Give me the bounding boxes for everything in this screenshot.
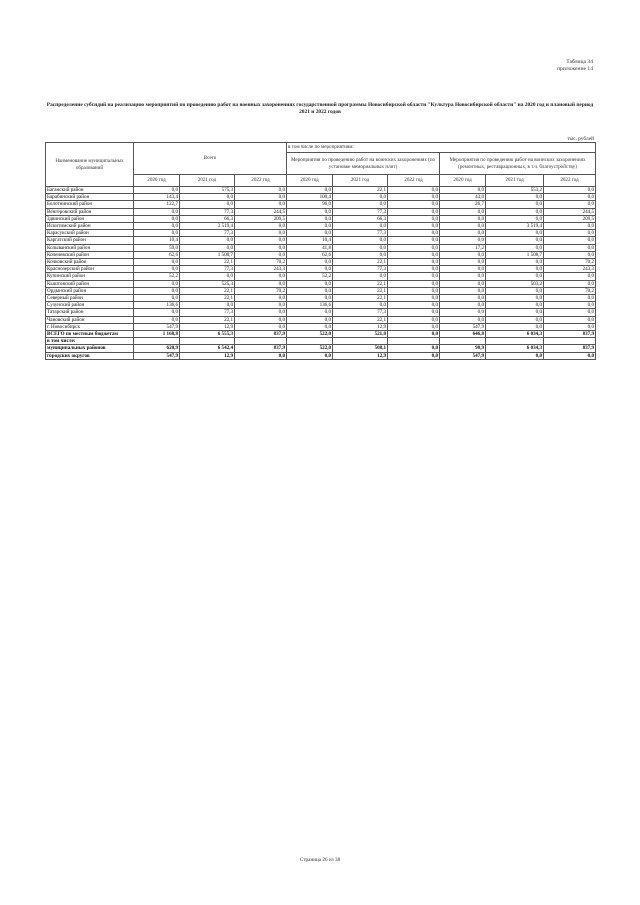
amount-cell: 0,0	[544, 316, 596, 323]
amount-cell: 0,0	[388, 345, 440, 352]
amount-cell: 0,0	[544, 223, 596, 230]
amount-cell: 0,0	[134, 280, 180, 287]
amount-cell: 547,9	[440, 323, 486, 330]
table-number: Таблица 34	[566, 59, 593, 65]
col-header-total: Всего	[134, 143, 287, 175]
amount-cell: 0,0	[235, 187, 287, 194]
amount-cell: 12,9	[333, 323, 388, 330]
amount-cell: 0,0	[544, 237, 596, 244]
amount-cell: 22,1	[180, 316, 235, 323]
amount-cell: 43,0	[440, 194, 486, 201]
amount-cell: 0,0	[440, 280, 486, 287]
empty-cell	[235, 338, 287, 345]
amount-cell: 547,9	[134, 352, 180, 359]
amount-cell: 837,9	[544, 331, 596, 338]
empty-cell	[486, 338, 544, 345]
amount-cell: 0,0	[486, 302, 544, 309]
amount-cell: 0,0	[235, 201, 287, 208]
year-header: 2022 год	[544, 175, 596, 187]
amount-cell: 0,0	[235, 352, 287, 359]
municipality-name: Татарский район	[46, 309, 134, 316]
appendix-number: приложение 14	[557, 66, 593, 72]
amount-cell: 77,3	[333, 208, 388, 215]
amount-cell: 0,0	[544, 251, 596, 258]
amount-cell: 3 519,4	[180, 223, 235, 230]
amount-cell: 0,0	[486, 215, 544, 222]
amount-cell: 0,0	[333, 251, 388, 258]
amount-cell: 6 034,3	[486, 331, 544, 338]
amount-cell: 0,0	[440, 287, 486, 294]
amount-cell: 0,0	[388, 295, 440, 302]
table-row	[46, 223, 596, 230]
amount-cell: 0,0	[486, 201, 544, 208]
amount-cell: 66,3	[180, 215, 235, 222]
amount-cell: 1 508,7	[486, 251, 544, 258]
amount-cell: 0,0	[235, 302, 287, 309]
amount-cell: 547,9	[440, 352, 486, 359]
municipality-name: Северный район	[46, 295, 134, 302]
amount-cell: 59,0	[134, 244, 180, 251]
amount-cell: 0,0	[134, 309, 180, 316]
amount-cell: 0,0	[544, 323, 596, 330]
amount-cell: 0,0	[287, 223, 333, 230]
amount-cell: 0,0	[235, 244, 287, 251]
amount-cell: 0,0	[134, 287, 180, 294]
amount-cell: 0,0	[486, 309, 544, 316]
table-row	[46, 230, 596, 237]
amount-cell: 525,3	[180, 280, 235, 287]
amount-cell: 0,0	[440, 230, 486, 237]
amount-cell: 143,4	[134, 194, 180, 201]
amount-cell: 0,0	[440, 237, 486, 244]
amount-cell: 0,0	[544, 244, 596, 251]
amount-cell: 547,9	[134, 323, 180, 330]
empty-cell	[287, 338, 333, 345]
amount-cell: 0,0	[388, 259, 440, 266]
amount-cell: 508,1	[333, 345, 388, 352]
amount-cell: 0,0	[440, 208, 486, 215]
amount-cell: 52,2	[134, 273, 180, 280]
amount-cell: 209,5	[544, 215, 596, 222]
amount-cell: 0,0	[180, 273, 235, 280]
year-header: 2022 год	[235, 175, 287, 187]
amount-cell: 122,7	[134, 201, 180, 208]
amount-cell: 0,0	[333, 194, 388, 201]
empty-cell	[333, 338, 388, 345]
amount-cell: 0,0	[388, 244, 440, 251]
amount-cell: 0,0	[544, 295, 596, 302]
amount-cell: 0,0	[235, 309, 287, 316]
municipality-name: Кыштовский район	[46, 280, 134, 287]
amount-cell: 26,7	[440, 201, 486, 208]
amount-cell: 98,9	[440, 345, 486, 352]
amount-cell: 0,0	[388, 352, 440, 359]
amount-cell: 0,0	[440, 187, 486, 194]
amount-cell: 0,0	[388, 266, 440, 273]
amount-cell: 0,0	[388, 280, 440, 287]
amount-cell: 0,0	[388, 223, 440, 230]
municipality-name: муниципальных районов	[46, 345, 134, 352]
page-footer: Страница 26 из 38	[299, 857, 341, 863]
amount-cell: 0,0	[544, 201, 596, 208]
amount-cell: 0,0	[287, 309, 333, 316]
amount-cell: 243,3	[235, 266, 287, 273]
amount-cell: 522,0	[287, 345, 333, 352]
amount-cell: 41,8	[287, 244, 333, 251]
amount-cell: 0,0	[134, 266, 180, 273]
year-header: 2022 год	[388, 175, 440, 187]
amount-cell: 0,0	[544, 309, 596, 316]
amount-cell: 0,0	[544, 187, 596, 194]
amount-cell: 0,0	[486, 259, 544, 266]
year-header: 2021 год	[333, 175, 388, 187]
amount-cell: 0,0	[388, 323, 440, 330]
amount-cell: 77,3	[180, 208, 235, 215]
amount-cell: 136,6	[287, 302, 333, 309]
amount-cell: 0,0	[544, 273, 596, 280]
amount-cell: 0,0	[235, 223, 287, 230]
amount-cell: 0,0	[440, 295, 486, 302]
municipality-name: Карасукский район	[46, 230, 134, 237]
amount-cell: 209,5	[235, 215, 287, 222]
amount-cell: 77,3	[333, 309, 388, 316]
amount-cell: 0,0	[440, 259, 486, 266]
amount-cell: 22,1	[180, 287, 235, 294]
amount-cell: 243,3	[544, 266, 596, 273]
amount-cell: 12,9	[333, 352, 388, 359]
amount-cell: 0,0	[180, 302, 235, 309]
amount-cell: 0,0	[486, 287, 544, 294]
amount-cell: 837,9	[235, 331, 287, 338]
table-row	[46, 302, 596, 309]
municipality-name: Каргатский район	[46, 237, 134, 244]
document-title: Распределение субсидий на реализацию мероприятий по проведению работ на военных захоронениях государственной программы Новосибирской области "Культура Новосибирской области" на 2020 год и плановый период 2021 и 2022 годов	[46, 102, 594, 115]
table-row	[46, 309, 596, 316]
amount-cell: 0,0	[440, 251, 486, 258]
municipality-name: Барабинский район	[46, 194, 134, 201]
including-label-row	[46, 338, 596, 345]
amount-cell: 70,2	[235, 287, 287, 294]
amount-cell: 0,0	[235, 316, 287, 323]
amount-cell: 0,0	[235, 323, 287, 330]
amount-cell: 0,0	[287, 316, 333, 323]
year-header: 2020 год	[134, 175, 180, 187]
municipality-name: ВСЕГО по местным бюджетам	[46, 331, 134, 338]
amount-cell: 0,0	[388, 273, 440, 280]
amount-cell: 0,0	[235, 237, 287, 244]
amount-cell: 837,9	[235, 345, 287, 352]
table-row	[46, 201, 596, 208]
amount-cell: 0,0	[440, 309, 486, 316]
amount-cell: 0,0	[333, 223, 388, 230]
amount-cell: 0,0	[486, 244, 544, 251]
amount-cell: 0,0	[440, 316, 486, 323]
municipality-name: Здвинский район	[46, 215, 134, 222]
amount-cell: 70,2	[544, 287, 596, 294]
amount-cell: 0,0	[287, 295, 333, 302]
amount-cell: 12,9	[180, 352, 235, 359]
amount-cell: 62,6	[134, 251, 180, 258]
amount-cell: 0,0	[388, 316, 440, 323]
amount-cell: 22,1	[333, 295, 388, 302]
amount-cell: 0,0	[486, 230, 544, 237]
amount-cell: 244,5	[235, 208, 287, 215]
table-row	[46, 208, 596, 215]
amount-cell: 0,0	[235, 194, 287, 201]
amount-cell: 0,0	[486, 266, 544, 273]
amount-cell: 6 555,3	[180, 331, 235, 338]
amount-cell: 6 542,4	[180, 345, 235, 352]
amount-cell: 0,0	[333, 201, 388, 208]
amount-cell: 575,3	[180, 187, 235, 194]
amount-cell: 0,0	[486, 237, 544, 244]
amount-cell: 0,0	[486, 273, 544, 280]
amount-cell: 0,0	[440, 266, 486, 273]
municipality-name: Баганский район	[46, 187, 134, 194]
amount-cell: 0,0	[287, 323, 333, 330]
amount-cell: 646,8	[440, 331, 486, 338]
amount-cell: 522,0	[287, 331, 333, 338]
amount-cell: 22,1	[333, 187, 388, 194]
amount-cell: 0,0	[134, 215, 180, 222]
empty-cell	[440, 338, 486, 345]
amount-cell: 0,0	[388, 194, 440, 201]
amount-cell: 0,0	[333, 237, 388, 244]
amount-cell: 136,6	[134, 302, 180, 309]
amount-cell: 0,0	[180, 244, 235, 251]
table-row	[46, 187, 596, 194]
municipality-name: г. Новосибирск	[46, 323, 134, 330]
year-header: 2020 год	[440, 175, 486, 187]
amount-cell: 22,1	[333, 259, 388, 266]
amount-cell: 0,0	[440, 215, 486, 222]
municipality-name: Чановский район	[46, 316, 134, 323]
amount-cell: 837,9	[544, 345, 596, 352]
amount-cell: 70,2	[235, 259, 287, 266]
municipality-name: Искитимский район	[46, 223, 134, 230]
amount-cell: 66,3	[333, 215, 388, 222]
municipality-name: Коченевский район	[46, 251, 134, 258]
units-label: тыс. рублей	[567, 136, 594, 142]
amount-cell: 0,0	[287, 208, 333, 215]
amount-cell: 10,4	[287, 237, 333, 244]
amount-cell: 0,0	[333, 273, 388, 280]
amount-cell: 0,0	[486, 295, 544, 302]
table-row	[46, 295, 596, 302]
amount-cell: 0,0	[287, 266, 333, 273]
municipality-name: Сузунский район	[46, 302, 134, 309]
amount-cell: 0,0	[388, 201, 440, 208]
amount-cell: 0,0	[134, 295, 180, 302]
amount-cell: 77,3	[333, 230, 388, 237]
amount-cell: 0,0	[180, 194, 235, 201]
amount-cell: 3 519,4	[486, 223, 544, 230]
municipality-name: Ордынский район	[46, 287, 134, 294]
empty-cell	[388, 338, 440, 345]
table-row	[46, 266, 596, 273]
municipality-name: Болотнинский район	[46, 201, 134, 208]
col-header-name: Наименование муниципальных образований	[46, 143, 134, 187]
year-header: 2021 год	[486, 175, 544, 187]
municipality-name: Краснозерский район	[46, 266, 134, 273]
table-row	[46, 251, 596, 258]
amount-cell: 0,0	[388, 208, 440, 215]
year-header: 2021 год	[180, 175, 235, 187]
amount-cell: 0,0	[134, 223, 180, 230]
empty-cell	[544, 338, 596, 345]
amount-cell: 0,0	[287, 352, 333, 359]
amount-cell: 22,1	[333, 316, 388, 323]
amount-cell: 77,3	[180, 266, 235, 273]
amount-cell: 0,0	[287, 230, 333, 237]
amount-cell: 0,0	[388, 331, 440, 338]
amount-cell: 0,0	[287, 287, 333, 294]
amount-cell: 0,0	[235, 230, 287, 237]
amount-cell: 0,0	[134, 316, 180, 323]
table-row	[46, 352, 596, 359]
amount-cell: 0,0	[235, 273, 287, 280]
amount-cell: 77,3	[180, 309, 235, 316]
municipality-name: Купинский район	[46, 273, 134, 280]
amount-cell: 52,2	[287, 273, 333, 280]
municipality-name: Колыванский район	[46, 244, 134, 251]
amount-cell: 0,0	[134, 259, 180, 266]
amount-cell: 0,0	[388, 237, 440, 244]
table-row	[46, 280, 596, 287]
table-row	[46, 331, 596, 338]
empty-cell	[134, 338, 180, 345]
amount-cell: 10,4	[134, 237, 180, 244]
table-reference	[557, 59, 593, 73]
table-row	[46, 345, 596, 352]
amount-cell: 0,0	[287, 215, 333, 222]
amount-cell: 0,0	[486, 323, 544, 330]
table-row	[46, 273, 596, 280]
amount-cell: 0,0	[287, 187, 333, 194]
amount-cell: 0,0	[388, 251, 440, 258]
amount-cell: 96,0	[287, 201, 333, 208]
amount-cell: 0,0	[544, 230, 596, 237]
col-header-group2: Мероприятия по проведению работ на воинских захоронениях (ремонтных, реставрационных, в т.ч. благоустройству)	[440, 153, 596, 175]
amount-cell: 22,1	[333, 280, 388, 287]
amount-cell: 0,0	[388, 230, 440, 237]
amount-cell: 0,0	[235, 280, 287, 287]
amount-cell: 70,2	[544, 259, 596, 266]
amount-cell: 503,2	[486, 280, 544, 287]
amount-cell: 6 034,3	[486, 345, 544, 352]
amount-cell: 22,1	[180, 295, 235, 302]
amount-cell: 0,0	[134, 230, 180, 237]
amount-cell: 620,9	[134, 345, 180, 352]
amount-cell: 77,3	[333, 266, 388, 273]
amount-cell: 22,1	[180, 259, 235, 266]
amount-cell: 0,0	[235, 295, 287, 302]
table-row	[46, 259, 596, 266]
table-row	[46, 215, 596, 222]
amount-cell: 0,0	[287, 280, 333, 287]
amount-cell: 0,0	[486, 194, 544, 201]
amount-cell: 0,0	[388, 215, 440, 222]
amount-cell: 0,0	[235, 251, 287, 258]
amount-cell: 0,0	[544, 302, 596, 309]
table-row	[46, 237, 596, 244]
amount-cell: 62,6	[287, 251, 333, 258]
empty-cell	[180, 338, 235, 345]
year-header: 2020 год	[287, 175, 333, 187]
amount-cell: 0,0	[388, 187, 440, 194]
including-label: в том числе:	[46, 338, 134, 345]
amount-cell: 0,0	[180, 237, 235, 244]
amount-cell: 1 508,7	[180, 251, 235, 258]
table-row	[46, 194, 596, 201]
amount-cell: 0,0	[440, 223, 486, 230]
amount-cell: 0,0	[180, 201, 235, 208]
amount-cell: 521,0	[333, 331, 388, 338]
amount-cell: 17,2	[440, 244, 486, 251]
amount-cell: 0,0	[486, 316, 544, 323]
amount-cell: 0,0	[333, 302, 388, 309]
amount-cell: 0,0	[287, 259, 333, 266]
amount-cell: 0,0	[486, 208, 544, 215]
amount-cell: 22,1	[333, 287, 388, 294]
amount-cell: 0,0	[440, 302, 486, 309]
municipality-name: Кочковский район	[46, 259, 134, 266]
amount-cell: 100,4	[287, 194, 333, 201]
municipality-name: городских округов	[46, 352, 134, 359]
subsidy-table	[45, 142, 596, 360]
amount-cell: 0,0	[333, 244, 388, 251]
amount-cell: 0,0	[388, 309, 440, 316]
municipality-name: Венгеровский район	[46, 208, 134, 215]
amount-cell: 1 168,8	[134, 331, 180, 338]
col-header-group1: Мероприятия по проведению работ на воинских захоронениях (по установке мемориальных плит)	[287, 153, 440, 175]
amount-cell: 0,0	[134, 208, 180, 215]
table-body	[46, 187, 596, 360]
amount-cell: 0,0	[544, 280, 596, 287]
amount-cell: 0,0	[134, 187, 180, 194]
amount-cell: 0,0	[440, 273, 486, 280]
amount-cell: 0,0	[544, 352, 596, 359]
amount-cell: 0,0	[544, 194, 596, 201]
amount-cell: 553,2	[486, 187, 544, 194]
table-row	[46, 287, 596, 294]
amount-cell: 12,9	[180, 323, 235, 330]
amount-cell: 77,3	[180, 230, 235, 237]
amount-cell: 0,0	[388, 287, 440, 294]
amount-cell: 0,0	[388, 302, 440, 309]
amount-cell: 244,5	[544, 208, 596, 215]
table-row	[46, 316, 596, 323]
table-row	[46, 244, 596, 251]
amount-cell: 0,0	[486, 352, 544, 359]
col-header-including: в том числе по мероприятиям:	[287, 143, 596, 153]
table-row	[46, 323, 596, 330]
